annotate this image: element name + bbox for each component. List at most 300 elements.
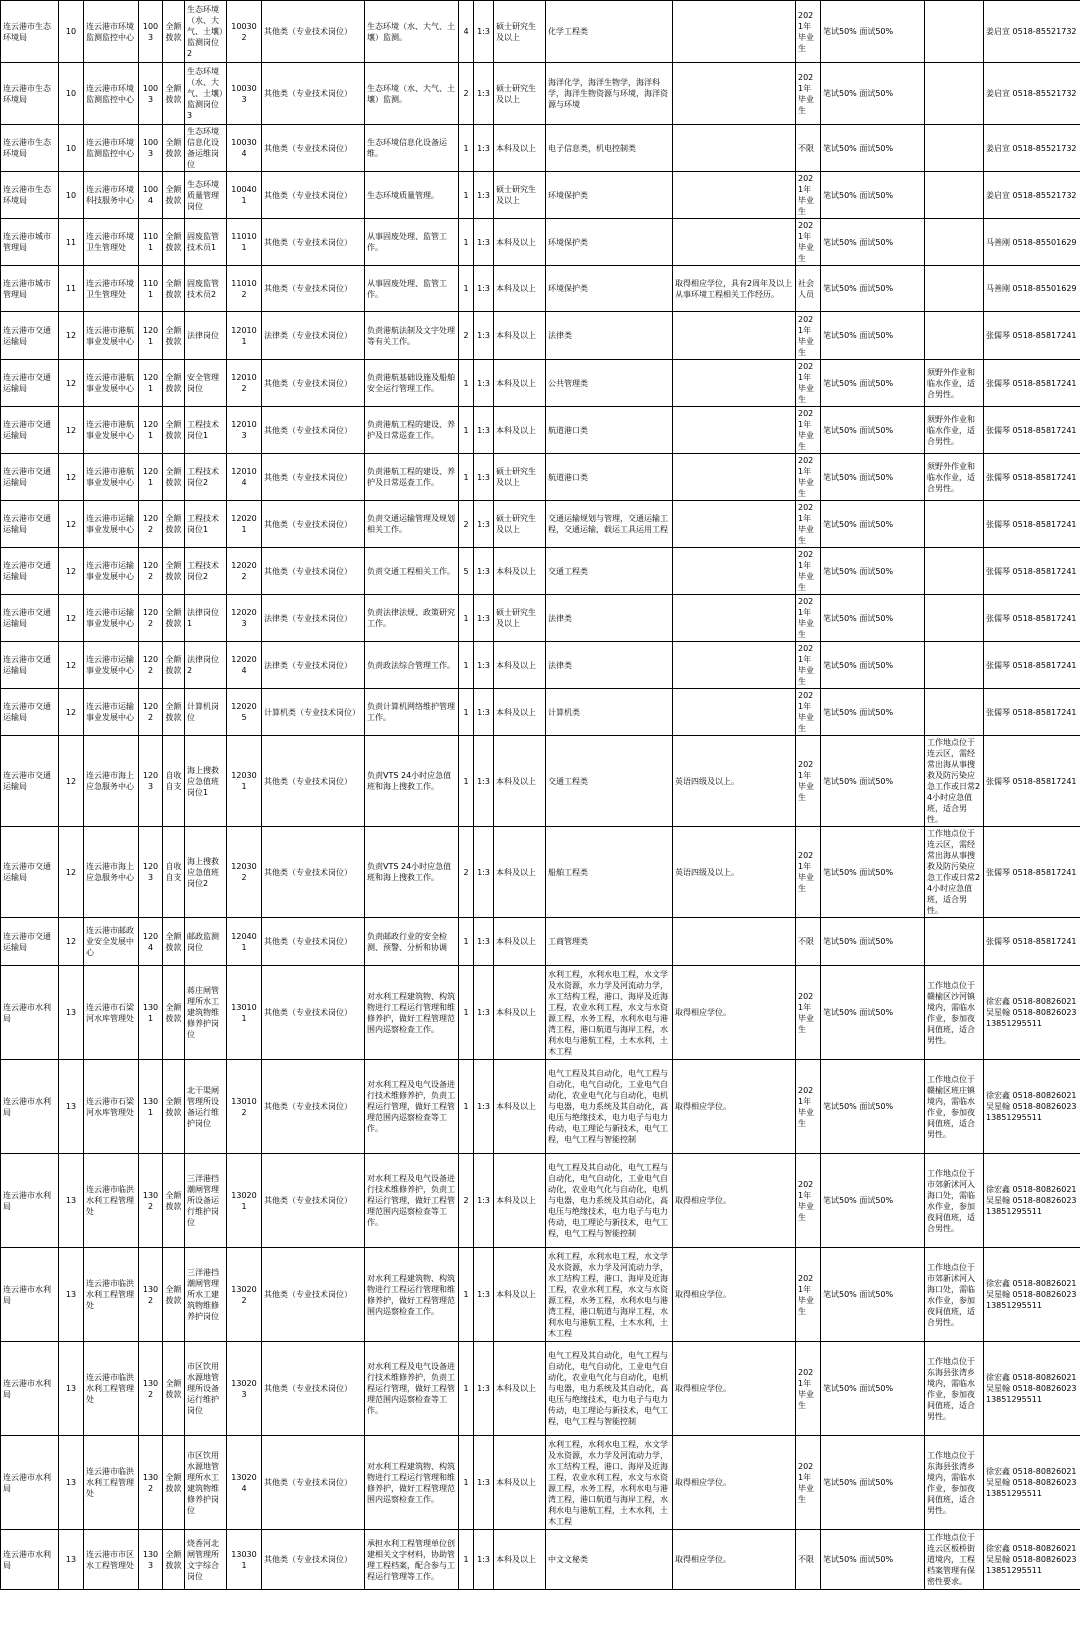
cell-unit: 连云港市临洪水利工程管理处 [84, 1154, 139, 1248]
cell-major: 环境保护类 [546, 219, 673, 266]
cell-unit-code: 1203 [139, 827, 163, 918]
cell-dept: 连云港市交通运输局 [1, 407, 59, 454]
cell-target: 2021年毕业生 [796, 312, 821, 360]
cell-duty: 对水利工程及电气设备进行技术维修养护，负责工程运行管理，做好工程管理范围内巡察检查等工作。 [365, 1342, 459, 1436]
cell-note [925, 219, 984, 266]
cell-exam: 笔试50% 面试50% [821, 736, 925, 827]
cell-unit-code: 1301 [139, 1060, 163, 1154]
cell-other [673, 642, 796, 689]
cell-post: 法律岗位2 [185, 642, 227, 689]
cell-count: 1 [459, 172, 474, 219]
cell-note [925, 125, 984, 172]
cell-count: 1 [459, 642, 474, 689]
cell-unit-code: 1204 [139, 918, 163, 966]
cell-post-code: 120103 [227, 407, 262, 454]
cell-unit: 连云港市运输事业发展中心 [84, 501, 139, 548]
cell-code: 10 [59, 1, 84, 63]
cell-contact: 张儒琴 0518-85817241 [984, 918, 1080, 966]
cell-post-code: 100303 [227, 63, 262, 125]
table-row [1, 1154, 1080, 1248]
cell-note [925, 266, 984, 312]
cell-target: 2021年毕业生 [796, 736, 821, 827]
cell-duty: 负责港航工程的建设、养护及日常巡查工作。 [365, 407, 459, 454]
cell-post: 三洋港挡潮闸管理所设备运行维护岗位 [185, 1154, 227, 1248]
cell-post-type: 其他类（专业技术岗位） [262, 548, 365, 595]
table-row [1, 1530, 1080, 1590]
table-row [1, 1342, 1080, 1436]
cell-other [673, 219, 796, 266]
cell-edu: 本科及以上 [494, 1530, 546, 1590]
cell-post: 计算机岗位 [185, 689, 227, 736]
cell-ratio: 1:3 [474, 266, 494, 312]
cell-major: 航道港口类 [546, 407, 673, 454]
cell-edu: 硕士研究生及以上 [494, 63, 546, 125]
cell-dept: 连云港市交通运输局 [1, 918, 59, 966]
cell-target: 2021年毕业生 [796, 454, 821, 501]
cell-major: 交通工程类 [546, 548, 673, 595]
cell-exam: 笔试50% 面试50% [821, 1248, 925, 1342]
cell-exam: 笔试50% 面试50% [821, 548, 925, 595]
cell-edu: 本科及以上 [494, 642, 546, 689]
cell-code: 12 [59, 595, 84, 642]
cell-major: 船舶工程类 [546, 827, 673, 918]
cell-post-code: 120401 [227, 918, 262, 966]
cell-major: 法律类 [546, 595, 673, 642]
cell-post-code: 120201 [227, 501, 262, 548]
cell-exam: 笔试50% 面试50% [821, 1530, 925, 1590]
cell-post-type: 其他类（专业技术岗位） [262, 501, 365, 548]
table-row [1, 595, 1080, 642]
table-row [1, 219, 1080, 266]
cell-ratio: 1:3 [474, 548, 494, 595]
cell-ratio: 1:3 [474, 1342, 494, 1436]
cell-count: 1 [459, 454, 474, 501]
cell-note: 工作地点位于东海县张湾乡境内，需临水作业，参加夜间值班，适合男性。 [925, 1342, 984, 1436]
cell-note [925, 172, 984, 219]
cell-duty: 负责邮政行业的安全检测、预警、分析和协调 [365, 918, 459, 966]
cell-other: 取得相应学位。 [673, 1342, 796, 1436]
cell-contact: 徐宏鑫 0518-80826021 吴星翰 0518-80826023 13851295511 [984, 1248, 1080, 1342]
cell-funding: 全额拨款 [163, 501, 185, 548]
cell-post: 生态环境（水、大气、土壤）监测岗位3 [185, 63, 227, 125]
cell-count: 4 [459, 1, 474, 63]
table-row [1, 454, 1080, 501]
cell-unit-code: 1003 [139, 63, 163, 125]
cell-funding: 自收自支 [163, 827, 185, 918]
cell-unit-code: 1301 [139, 966, 163, 1060]
cell-count: 5 [459, 548, 474, 595]
cell-unit-code: 1201 [139, 312, 163, 360]
cell-ratio: 1:3 [474, 1154, 494, 1248]
cell-unit-code: 1101 [139, 219, 163, 266]
cell-post: 市区饮用水源地管理所设备运行维护岗位 [185, 1342, 227, 1436]
cell-unit: 连云港市运输事业发展中心 [84, 595, 139, 642]
cell-ratio: 1:3 [474, 125, 494, 172]
cell-target: 2021年毕业生 [796, 548, 821, 595]
cell-funding: 全额拨款 [163, 454, 185, 501]
cell-funding: 全额拨款 [163, 1248, 185, 1342]
cell-unit: 连云港市港航事业发展中心 [84, 312, 139, 360]
cell-unit: 连云港市海上应急服务中心 [84, 736, 139, 827]
cell-code: 12 [59, 312, 84, 360]
cell-duty: 负责法律法规、政策研究工作。 [365, 595, 459, 642]
cell-funding: 全额拨款 [163, 1436, 185, 1530]
cell-target: 2021年毕业生 [796, 966, 821, 1060]
cell-count: 1 [459, 125, 474, 172]
cell-post: 邮政监测岗位 [185, 918, 227, 966]
cell-dept: 连云港市交通运输局 [1, 548, 59, 595]
cell-unit-code: 1004 [139, 172, 163, 219]
cell-exam: 笔试50% 面试50% [821, 689, 925, 736]
cell-ratio: 1:3 [474, 501, 494, 548]
cell-post-type: 其他类（专业技术岗位） [262, 1060, 365, 1154]
cell-major: 水利工程，水利水电工程，水文学及水资源，水力学及河流动力学，水工结构工程，港口、海岸及近海工程，农业水利工程，水文与水资源工程，水务工程，水利水电与港湾工程，港口航道与海岸工程，水利水电与港航工程，土木水利，土木工程 [546, 966, 673, 1060]
cell-major: 水利工程，水利水电工程，水文学及水资源，水力学及河流动力学，水工结构工程，港口、海岸及近海工程，农业水利工程，水文与水资源工程，水务工程，水利水电与港湾工程，港口航道与海岸工程，水利水电与港航工程，土木水利，土木工程 [546, 1248, 673, 1342]
cell-ratio: 1:3 [474, 736, 494, 827]
cell-unit: 连云港市市区水工程管理处 [84, 1530, 139, 1590]
cell-target: 2021年毕业生 [796, 595, 821, 642]
cell-other [673, 501, 796, 548]
cell-unit-code: 1202 [139, 548, 163, 595]
cell-funding: 全额拨款 [163, 1530, 185, 1590]
cell-target: 2021年毕业生 [796, 360, 821, 407]
cell-dept: 连云港市城市管理局 [1, 266, 59, 312]
cell-unit-code: 1302 [139, 1154, 163, 1248]
cell-note: 工作地点位于赣榆区沙河镇境内，需临水作业，参加夜间值班，适合男性。 [925, 966, 984, 1060]
cell-post: 法律岗位1 [185, 595, 227, 642]
cell-edu: 本科及以上 [494, 1436, 546, 1530]
cell-post-type: 其他类（专业技术岗位） [262, 1, 365, 63]
cell-exam: 笔试50% 面试50% [821, 360, 925, 407]
cell-post-code: 130201 [227, 1154, 262, 1248]
cell-dept: 连云港市水利局 [1, 1248, 59, 1342]
cell-edu: 本科及以上 [494, 266, 546, 312]
cell-post: 海上搜救应急值班岗位2 [185, 827, 227, 918]
cell-edu: 本科及以上 [494, 1248, 546, 1342]
cell-major: 交通运输规划与管理，交通运输工程，交通运输，载运工具运用工程 [546, 501, 673, 548]
cell-duty: 负责VTS 24小时应急值班和海上搜救工作。 [365, 827, 459, 918]
cell-other [673, 1, 796, 63]
cell-post-type: 其他类（专业技术岗位） [262, 1436, 365, 1530]
cell-code: 12 [59, 548, 84, 595]
cell-dept: 连云港市交通运输局 [1, 454, 59, 501]
cell-exam: 笔试50% 面试50% [821, 219, 925, 266]
cell-exam: 笔试50% 面试50% [821, 266, 925, 312]
cell-post: 工程技术岗位1 [185, 407, 227, 454]
cell-major: 法律类 [546, 312, 673, 360]
cell-funding: 全额拨款 [163, 966, 185, 1060]
cell-edu: 本科及以上 [494, 407, 546, 454]
cell-code: 12 [59, 360, 84, 407]
cell-exam: 笔试50% 面试50% [821, 1060, 925, 1154]
cell-duty: 对水利工程及电气设备进行技术维修养护，负责工程运行管理，做好工程管理范围内巡察检查等工作。 [365, 1060, 459, 1154]
cell-contact: 张儒琴 0518-85817241 [984, 501, 1080, 548]
cell-funding: 全额拨款 [163, 172, 185, 219]
table-row [1, 125, 1080, 172]
cell-funding: 全额拨款 [163, 1154, 185, 1248]
cell-funding: 全额拨款 [163, 548, 185, 595]
cell-funding: 全额拨款 [163, 312, 185, 360]
table-row [1, 689, 1080, 736]
cell-contact: 张儒琴 0518-85817241 [984, 360, 1080, 407]
cell-post: 烧香河北闸管理所文字综合岗位 [185, 1530, 227, 1590]
cell-code: 13 [59, 1436, 84, 1530]
cell-code: 13 [59, 1248, 84, 1342]
cell-ratio: 1:3 [474, 642, 494, 689]
cell-other [673, 548, 796, 595]
cell-post-type: 其他类（专业技术岗位） [262, 63, 365, 125]
cell-code: 11 [59, 266, 84, 312]
cell-contact: 姜启宣 0518-85521732 [984, 172, 1080, 219]
cell-dept: 连云港市生态环境局 [1, 1, 59, 63]
cell-count: 1 [459, 1530, 474, 1590]
cell-dept: 连云港市交通运输局 [1, 689, 59, 736]
cell-major: 计算机类 [546, 689, 673, 736]
cell-target: 2021年毕业生 [796, 172, 821, 219]
cell-funding: 全额拨款 [163, 266, 185, 312]
cell-post: 市区饮用水源地管理所水工建筑物维修养护岗位 [185, 1436, 227, 1530]
cell-post-code: 120203 [227, 595, 262, 642]
cell-contact: 徐宏鑫 0518-80826021 吴星翰 0518-80826023 13851295511 [984, 966, 1080, 1060]
cell-other: 取得相应学位。 [673, 1060, 796, 1154]
cell-edu: 本科及以上 [494, 312, 546, 360]
cell-other: 取得相应学位。 [673, 1530, 796, 1590]
cell-duty: 从事固废处理、监管工作。 [365, 219, 459, 266]
cell-note: 工作地点位于赣榆区班庄镇境内，需临水作业，参加夜间值班，适合男性。 [925, 1060, 984, 1154]
cell-post: 生态环境质量管理岗位 [185, 172, 227, 219]
cell-post-type: 其他类（专业技术岗位） [262, 125, 365, 172]
cell-note: 工作地点位于市郊新沭河入海口处，需临水作业，参加夜间值班，适合男性。 [925, 1248, 984, 1342]
cell-unit: 连云港市港航事业发展中心 [84, 407, 139, 454]
cell-contact: 张儒琴 0518-85817241 [984, 312, 1080, 360]
cell-funding: 全额拨款 [163, 1, 185, 63]
cell-post: 北干渠闸管理所设备运行维护岗位 [185, 1060, 227, 1154]
cell-code: 13 [59, 966, 84, 1060]
cell-dept: 连云港市交通运输局 [1, 595, 59, 642]
cell-duty: 对水利工程建筑物、构筑物进行工程运行管理和维修养护，做好工程管理范围内巡察检查工作。 [365, 966, 459, 1060]
cell-duty: 负责港航法制及文字处理等有关工作。 [365, 312, 459, 360]
cell-unit-code: 1303 [139, 1530, 163, 1590]
cell-count: 2 [459, 827, 474, 918]
cell-duty: 生态环境（水、大气、土壤）监测。 [365, 1, 459, 63]
cell-contact: 姜启宣 0518-85521732 [984, 63, 1080, 125]
cell-count: 1 [459, 219, 474, 266]
cell-funding: 全额拨款 [163, 63, 185, 125]
cell-major: 电子信息类，机电控制类 [546, 125, 673, 172]
cell-count: 1 [459, 1248, 474, 1342]
cell-target: 2021年毕业生 [796, 63, 821, 125]
cell-contact: 马善刚 0518-85501629 [984, 219, 1080, 266]
cell-exam: 笔试50% 面试50% [821, 918, 925, 966]
cell-target: 2021年毕业生 [796, 689, 821, 736]
cell-code: 12 [59, 454, 84, 501]
cell-post-code: 120301 [227, 736, 262, 827]
cell-ratio: 1:3 [474, 407, 494, 454]
cell-contact: 张儒琴 0518-85817241 [984, 407, 1080, 454]
cell-exam: 笔试50% 面试50% [821, 63, 925, 125]
table-row [1, 63, 1080, 125]
cell-edu: 本科及以上 [494, 360, 546, 407]
cell-count: 1 [459, 360, 474, 407]
cell-code: 12 [59, 407, 84, 454]
cell-dept: 连云港市交通运输局 [1, 642, 59, 689]
cell-unit: 连云港市环境卫生管理处 [84, 266, 139, 312]
cell-post: 海上搜救应急值班岗位1 [185, 736, 227, 827]
cell-ratio: 1:3 [474, 918, 494, 966]
cell-code: 11 [59, 219, 84, 266]
cell-unit: 连云港市海上应急服务中心 [84, 827, 139, 918]
cell-edu: 硕士研究生及以上 [494, 1, 546, 63]
cell-count: 1 [459, 736, 474, 827]
cell-dept: 连云港市交通运输局 [1, 827, 59, 918]
cell-funding: 全额拨款 [163, 918, 185, 966]
cell-exam: 笔试50% 面试50% [821, 501, 925, 548]
cell-target: 不限 [796, 125, 821, 172]
cell-edu: 硕士研究生及以上 [494, 454, 546, 501]
cell-unit: 连云港市港航事业发展中心 [84, 360, 139, 407]
cell-post: 生态环境信息化设备运维岗位 [185, 125, 227, 172]
cell-duty: 对水利工程建筑物、构筑物进行工程运行管理和维修养护，做好工程管理范围内巡察检查工作。 [365, 1248, 459, 1342]
cell-post: 固废监管技术员1 [185, 219, 227, 266]
cell-post: 生态环境（水、大气、土壤）监测岗位2 [185, 1, 227, 63]
cell-dept: 连云港市交通运输局 [1, 360, 59, 407]
cell-other [673, 595, 796, 642]
cell-exam: 笔试50% 面试50% [821, 312, 925, 360]
cell-note: 须野外作业和临水作业，适合男性。 [925, 454, 984, 501]
cell-target: 2021年毕业生 [796, 501, 821, 548]
cell-code: 12 [59, 501, 84, 548]
cell-post-type: 其他类（专业技术岗位） [262, 1154, 365, 1248]
cell-target: 2021年毕业生 [796, 642, 821, 689]
cell-ratio: 1:3 [474, 1, 494, 63]
cell-other [673, 689, 796, 736]
cell-edu: 本科及以上 [494, 966, 546, 1060]
cell-post-code: 130101 [227, 966, 262, 1060]
cell-post: 固废监管技术员2 [185, 266, 227, 312]
cell-major: 公共管理类 [546, 360, 673, 407]
cell-major: 电气工程及其自动化，电气工程与自动化，电气自动化，工业电气自动化，农业电气化与自动化，电机与电器，电力系统及其自动化，高电压与绝缘技术，电力电子与电力传动，电工理论与新技术，电气工程，电气工程与智能控制 [546, 1342, 673, 1436]
cell-edu: 硕士研究生及以上 [494, 595, 546, 642]
cell-edu: 本科及以上 [494, 1154, 546, 1248]
cell-major: 法律类 [546, 642, 673, 689]
cell-duty: 负责交通运输管理及规划相关工作。 [365, 501, 459, 548]
cell-post-type: 其他类（专业技术岗位） [262, 1248, 365, 1342]
cell-unit: 连云港市石梁河水库管理处 [84, 1060, 139, 1154]
cell-duty: 生态环境质量管理。 [365, 172, 459, 219]
cell-major: 电气工程及其自动化，电气工程与自动化，电气自动化，工业电气自动化，农业电气化与自动化，电机与电器，电力系统及其自动化，高电压与绝缘技术，电力电子与电力传动，电工理论与新技术，电气工程，电气工程与智能控制 [546, 1060, 673, 1154]
cell-dept: 连云港市水利局 [1, 1530, 59, 1590]
cell-code: 10 [59, 172, 84, 219]
cell-note [925, 548, 984, 595]
cell-post-code: 120104 [227, 454, 262, 501]
cell-post: 蒋庄闸管理所水工建筑物维修养护岗位 [185, 966, 227, 1060]
cell-post-type: 其他类（专业技术岗位） [262, 918, 365, 966]
cell-code: 10 [59, 125, 84, 172]
cell-exam: 笔试50% 面试50% [821, 1154, 925, 1248]
cell-target: 2021年毕业生 [796, 219, 821, 266]
cell-dept: 连云港市生态环境局 [1, 172, 59, 219]
cell-other [673, 407, 796, 454]
table-row [1, 966, 1080, 1060]
cell-duty: 从事固废处理、监管工作。 [365, 266, 459, 312]
cell-target: 不限 [796, 918, 821, 966]
cell-exam: 笔试50% 面试50% [821, 595, 925, 642]
cell-major: 电气工程及其自动化，电气工程与自动化，电气自动化，工业电气自动化，农业电气化与自动化，电机与电器，电力系统及其自动化，高电压与绝缘技术，电力电子与电力传动，电工理论与新技术，电气工程，电气工程与智能控制 [546, 1154, 673, 1248]
cell-note [925, 689, 984, 736]
cell-post-code: 100304 [227, 125, 262, 172]
cell-ratio: 1:3 [474, 1248, 494, 1342]
cell-code: 13 [59, 1530, 84, 1590]
cell-note [925, 63, 984, 125]
cell-unit-code: 1201 [139, 407, 163, 454]
cell-dept: 连云港市交通运输局 [1, 501, 59, 548]
cell-major: 水利工程，水利水电工程，水文学及水资源，水力学及河流动力学，水工结构工程，港口、海岸及近海工程，农业水利工程，水文与水资源工程，水务工程，水利水电与港湾工程，港口航道与海岸工程，水利水电与港航工程，土木水利，土木工程 [546, 1436, 673, 1530]
cell-note [925, 1, 984, 63]
cell-ratio: 1:3 [474, 966, 494, 1060]
cell-funding: 全额拨款 [163, 1342, 185, 1436]
cell-other [673, 454, 796, 501]
cell-funding: 全额拨款 [163, 595, 185, 642]
cell-note: 工作地点位于东海县张湾乡境内，需临水作业，参加夜间值班，适合男性。 [925, 1436, 984, 1530]
cell-unit: 连云港市环境科技服务中心 [84, 172, 139, 219]
cell-other [673, 172, 796, 219]
cell-exam: 笔试50% 面试50% [821, 1342, 925, 1436]
cell-duty: 生态环境信息化设备运维。 [365, 125, 459, 172]
cell-contact: 马善刚 0518-85501629 [984, 266, 1080, 312]
table-row [1, 918, 1080, 966]
cell-funding: 自收自支 [163, 736, 185, 827]
cell-count: 1 [459, 918, 474, 966]
cell-major: 航道港口类 [546, 454, 673, 501]
cell-post: 工程技术岗位1 [185, 501, 227, 548]
cell-dept: 连云港市水利局 [1, 966, 59, 1060]
cell-contact: 张儒琴 0518-85817241 [984, 548, 1080, 595]
cell-exam: 笔试50% 面试50% [821, 1, 925, 63]
cell-ratio: 1:3 [474, 1436, 494, 1530]
cell-target: 2021年毕业生 [796, 1060, 821, 1154]
cell-target: 2021年毕业生 [796, 1, 821, 63]
cell-post: 三洋港挡潮闸管理所水工建筑物维修养护岗位 [185, 1248, 227, 1342]
cell-post-code: 120205 [227, 689, 262, 736]
cell-dept: 连云港市城市管理局 [1, 219, 59, 266]
cell-unit-code: 1201 [139, 360, 163, 407]
cell-contact: 徐宏鑫 0518-80826021 吴星翰 0518-80826023 13851295511 [984, 1060, 1080, 1154]
cell-funding: 全额拨款 [163, 642, 185, 689]
cell-post-code: 100302 [227, 1, 262, 63]
cell-contact: 徐宏鑫 0518-80826021 吴星翰 0518-80826023 13851295511 [984, 1530, 1080, 1590]
cell-target: 2021年毕业生 [796, 1154, 821, 1248]
cell-unit: 连云港市邮政业安全发展中心 [84, 918, 139, 966]
cell-count: 1 [459, 407, 474, 454]
cell-major: 工商管理类 [546, 918, 673, 966]
cell-count: 1 [459, 1060, 474, 1154]
cell-edu: 硕士研究生及以上 [494, 501, 546, 548]
cell-unit: 连云港市环境监测监控中心 [84, 63, 139, 125]
cell-dept: 连云港市水利局 [1, 1154, 59, 1248]
cell-duty: 生态环境（水、大气、土壤）监测。 [365, 63, 459, 125]
cell-ratio: 1:3 [474, 454, 494, 501]
cell-note [925, 595, 984, 642]
table-row [1, 360, 1080, 407]
cell-note: 工作地点位于连云区板桥街道境内，工程档案管理有保密性要求。 [925, 1530, 984, 1590]
cell-ratio: 1:3 [474, 827, 494, 918]
cell-unit: 连云港市环境卫生管理处 [84, 219, 139, 266]
cell-duty: 负责政法综合管理工作。 [365, 642, 459, 689]
cell-ratio: 1:3 [474, 219, 494, 266]
table-row [1, 1060, 1080, 1154]
cell-exam: 笔试50% 面试50% [821, 125, 925, 172]
cell-code: 13 [59, 1154, 84, 1248]
